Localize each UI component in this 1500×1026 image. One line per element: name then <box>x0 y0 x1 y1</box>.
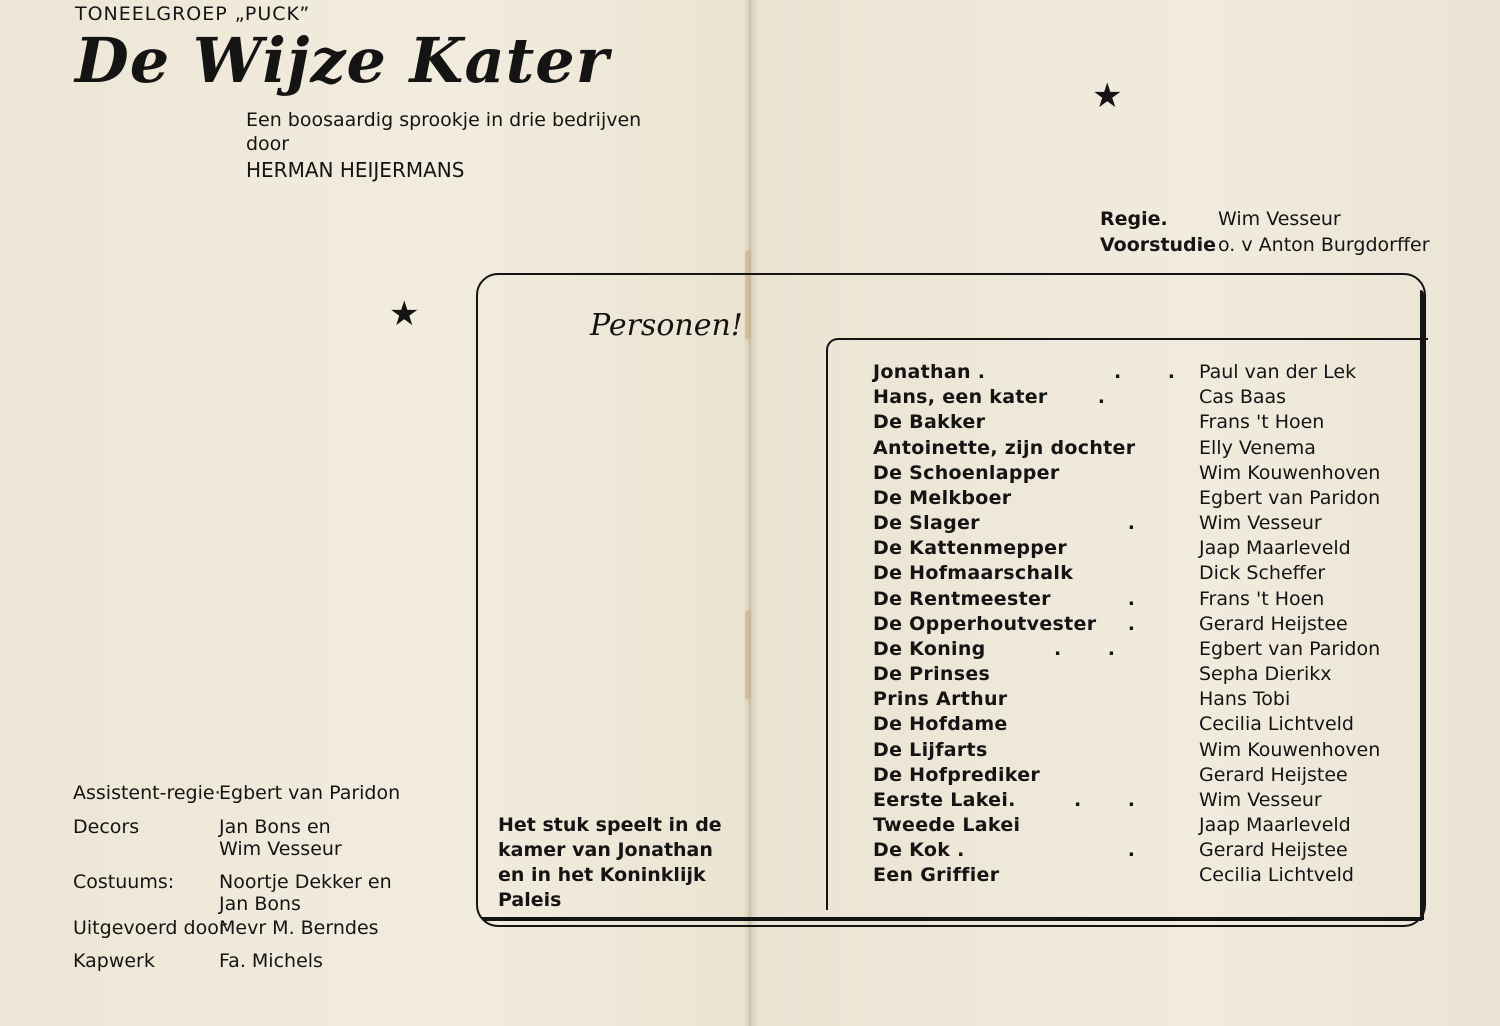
play-author: HERMAN HEIJERMANS <box>246 158 465 182</box>
leader-dots: . . <box>1073 789 1155 811</box>
cast-row <box>873 361 1393 386</box>
role-name: De Melkboer <box>873 487 1012 509</box>
crew-value: Wim Vesseur <box>1218 208 1341 230</box>
actor-name: Jaap Maarleveld <box>1199 537 1351 559</box>
crew-value: o. v Anton Burgdorffer <box>1218 234 1430 256</box>
cast-row <box>873 562 1393 587</box>
actor-name: Elly Venema <box>1199 437 1316 459</box>
cast-row <box>873 814 1393 839</box>
role-name: Tweede Lakei <box>873 814 1021 836</box>
leader-dots: . <box>1127 613 1155 635</box>
cast-row <box>873 462 1393 487</box>
cast-row <box>873 789 1393 814</box>
actor-name: Sepha Dierikx <box>1199 663 1332 685</box>
crew-label: Voorstudie <box>1100 234 1217 256</box>
cast-row <box>873 487 1393 512</box>
troupe-name: TONEELGROEP „PUCK” <box>75 3 311 25</box>
actor-name: Frans 't Hoen <box>1199 411 1325 433</box>
crew-label: Costuums: <box>73 871 175 893</box>
star-icon: ★ <box>1092 76 1123 116</box>
actor-name: Frans 't Hoen <box>1199 588 1325 610</box>
role-name: De Prinses <box>873 663 991 685</box>
cast-row <box>873 864 1393 889</box>
actor-name: Egbert van Paridon <box>1199 638 1381 660</box>
role-name: De Rentmeester <box>873 588 1051 610</box>
crew-label: Uitgevoerd door <box>73 917 227 939</box>
role-name: De Kattenmepper <box>873 537 1068 559</box>
star-icon: ★ <box>389 294 420 334</box>
crew-value: Egbert van Paridon <box>219 782 401 804</box>
actor-name: Gerard Heijstee <box>1199 839 1348 861</box>
actor-name: Wim Kouwenhoven <box>1199 739 1381 761</box>
crew-label: Assistent-regie· <box>73 782 221 804</box>
personen-heading: Personen! <box>590 308 743 343</box>
actor-name: Cas Baas <box>1199 386 1287 408</box>
frame-shadow <box>482 917 1422 921</box>
cast-row <box>873 411 1393 436</box>
role-name: Antoinette, zijn dochter <box>873 437 1136 459</box>
actor-name: Cecilia Lichtveld <box>1199 864 1354 886</box>
role-name: De Bakker <box>873 411 986 433</box>
actor-name: Cecilia Lichtveld <box>1199 713 1354 735</box>
role-name: De Koning <box>873 638 986 660</box>
cast-row <box>873 764 1393 789</box>
crew-label: Kapwerk <box>73 950 155 972</box>
actor-name: Gerard Heijstee <box>1199 613 1348 635</box>
cast-row <box>873 839 1393 864</box>
role-name: Een Griffier <box>873 864 1000 886</box>
role-name: Prins Arthur <box>873 688 1008 710</box>
cast-row <box>873 739 1393 764</box>
play-subtitle: Een boosaardig sprookje in drie bedrijven door <box>246 109 642 155</box>
actor-name: Egbert van Paridon <box>1199 487 1381 509</box>
role-name: De Kok . <box>873 839 965 861</box>
crew-label: Decors <box>73 816 140 838</box>
play-setting: Het stuk speelt in de kamer van Jonathan en in het Koninklijk Paleis <box>498 814 722 911</box>
actor-name: Hans Tobi <box>1199 688 1291 710</box>
cast-row <box>873 588 1393 613</box>
cast-row <box>873 713 1393 738</box>
role-name: De Hofprediker <box>873 764 1041 786</box>
actor-name: Dick Scheffer <box>1199 562 1326 584</box>
leader-dots: . . <box>1053 638 1135 660</box>
play-title: De Wijze Kater <box>75 24 610 97</box>
cast-row <box>873 386 1393 411</box>
actor-name: Jaap Maarleveld <box>1199 814 1351 836</box>
leader-dots: . <box>1097 386 1125 408</box>
role-name: De Schoenlapper <box>873 462 1060 484</box>
cast-row <box>873 512 1393 537</box>
crew-value: Fa. Michels <box>219 950 323 972</box>
role-name: Jonathan . <box>873 361 986 383</box>
role-name: De Lijfarts <box>873 739 988 761</box>
actor-name: Paul van der Lek <box>1199 361 1357 383</box>
role-name: De Slager <box>873 512 980 534</box>
cast-row <box>873 537 1393 562</box>
role-name: Eerste Lakei. <box>873 789 1016 811</box>
crew-label: Regie. <box>1100 208 1168 230</box>
actor-name: Wim Kouwenhoven <box>1199 462 1381 484</box>
role-name: Hans, een kater <box>873 386 1048 408</box>
leader-dots: . <box>1127 588 1155 610</box>
leader-dots: . <box>1127 512 1155 534</box>
crew-value: Noortje Dekker en Jan Bons <box>219 871 392 915</box>
cast-row <box>873 638 1393 663</box>
leader-dots: . . <box>1113 361 1195 383</box>
cast-row <box>873 613 1393 638</box>
role-name: De Hofdame <box>873 713 1008 735</box>
role-name: De Hofmaarschalk <box>873 562 1074 584</box>
actor-name: Gerard Heijstee <box>1199 764 1348 786</box>
actor-name: Wim Vesseur <box>1199 789 1322 811</box>
actor-name: Wim Vesseur <box>1199 512 1322 534</box>
crew-value: Mevr M. Berndes <box>219 917 379 939</box>
cast-row <box>873 663 1393 688</box>
crew-value: Jan Bons en Wim Vesseur <box>219 816 342 860</box>
role-name: De Opperhoutvester <box>873 613 1097 635</box>
leader-dots: . <box>1127 839 1155 861</box>
cast-row <box>873 437 1393 462</box>
cast-row <box>873 688 1393 713</box>
